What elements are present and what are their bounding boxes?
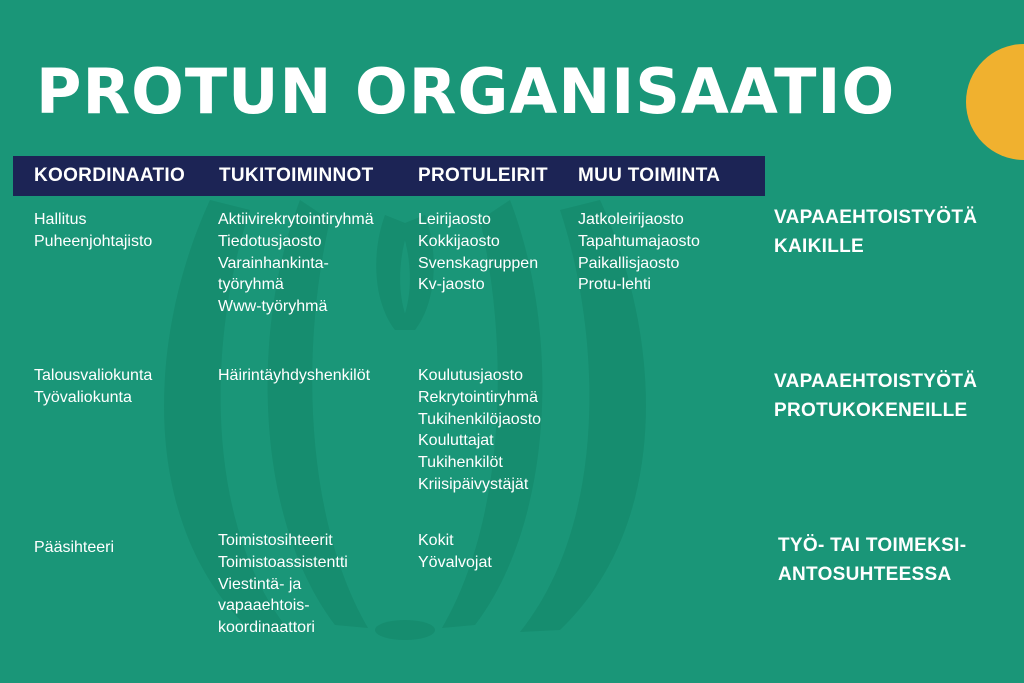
org-list bbox=[578, 209, 700, 296]
org-list-item: Pääsihteeri bbox=[34, 539, 115, 556]
column-header-koordinaatio: KOORDINAATIO bbox=[34, 165, 186, 186]
column-header-protuleirit: PROTULEIRIT bbox=[418, 165, 548, 186]
org-list-item: Työvaliokunta bbox=[34, 388, 132, 406]
org-list-item: Häirintäyhdyshenkilöt bbox=[218, 367, 371, 384]
org-list bbox=[34, 365, 152, 409]
org-list bbox=[218, 209, 374, 318]
row-label bbox=[778, 531, 966, 589]
org-list-item: Kokit bbox=[418, 532, 454, 549]
org-list-item: Svenskagruppen bbox=[418, 254, 539, 272]
org-list bbox=[34, 209, 152, 253]
org-list-item: Leirijaosto bbox=[418, 211, 491, 228]
org-list-item: Koulutusjaosto bbox=[418, 367, 523, 384]
org-list-item: Protu-lehti bbox=[578, 276, 651, 294]
org-list-item: Toimistosihteerit bbox=[218, 532, 333, 549]
row-label-line: KAIKILLE bbox=[774, 236, 865, 257]
org-list bbox=[34, 537, 114, 559]
org-list-item: Kv-jaosto bbox=[418, 276, 485, 294]
page-title: PROTUN ORGANISAATIO bbox=[36, 55, 896, 128]
org-list-item: Tukihenkilöjaosto bbox=[418, 410, 542, 428]
column-header-tukitoiminnot: TUKITOIMINNOT bbox=[219, 165, 374, 186]
org-list-item: Www-työryhmä bbox=[218, 298, 328, 316]
org-list-item: Tiedotusjaosto bbox=[218, 232, 322, 250]
org-list-item: Rekrytointiryhmä bbox=[418, 388, 539, 406]
row-label bbox=[774, 367, 977, 425]
org-list bbox=[218, 365, 370, 387]
org-list-item: Jatkoleirijaosto bbox=[578, 211, 684, 228]
org-list-item: Hallitus bbox=[34, 211, 87, 228]
org-list-item: Aktiivirekrytointiryhmä bbox=[218, 211, 374, 228]
row-label-line: VAPAAEHTOISTYÖTÄ bbox=[774, 207, 978, 228]
org-list-item: Talousvaliokunta bbox=[34, 367, 153, 384]
column-header-muu-toiminta: MUU TOIMINTA bbox=[578, 165, 721, 186]
org-list bbox=[218, 530, 348, 639]
org-list-item: Varainhankinta- bbox=[218, 254, 329, 272]
row-label-line: TYÖ- TAI TOIMEKSI- bbox=[778, 535, 967, 556]
org-list bbox=[418, 365, 541, 496]
row-label-line: VAPAAEHTOISTYÖTÄ bbox=[774, 371, 978, 392]
org-list-item: Kokkijaosto bbox=[418, 232, 500, 250]
org-list-item: Tukihenkilöt bbox=[418, 454, 503, 472]
org-list-item: Kouluttajat bbox=[418, 432, 494, 450]
org-list-item: Viestintä- ja bbox=[218, 575, 302, 593]
org-list-item: Paikallisjaosto bbox=[578, 254, 680, 272]
org-list-item: Toimistoassistentti bbox=[218, 553, 348, 571]
org-list bbox=[418, 209, 538, 296]
row-label-line: PROTUKOKENEILLE bbox=[774, 400, 968, 421]
row-label bbox=[774, 203, 977, 261]
org-list-item: Kriisipäivystäjät bbox=[418, 475, 529, 493]
row-label-line: ANTOSUHTEESSA bbox=[778, 564, 952, 585]
org-list-item: työryhmä bbox=[218, 276, 284, 294]
org-list-item: Puheenjohtajisto bbox=[34, 232, 153, 250]
org-list-item: koordinaattori bbox=[218, 619, 315, 637]
org-list-item: vapaaehtois- bbox=[218, 597, 310, 615]
org-list-item: Tapahtumajaosto bbox=[578, 232, 700, 250]
org-list-item: Yövalvojat bbox=[418, 553, 492, 571]
org-list bbox=[418, 530, 492, 574]
